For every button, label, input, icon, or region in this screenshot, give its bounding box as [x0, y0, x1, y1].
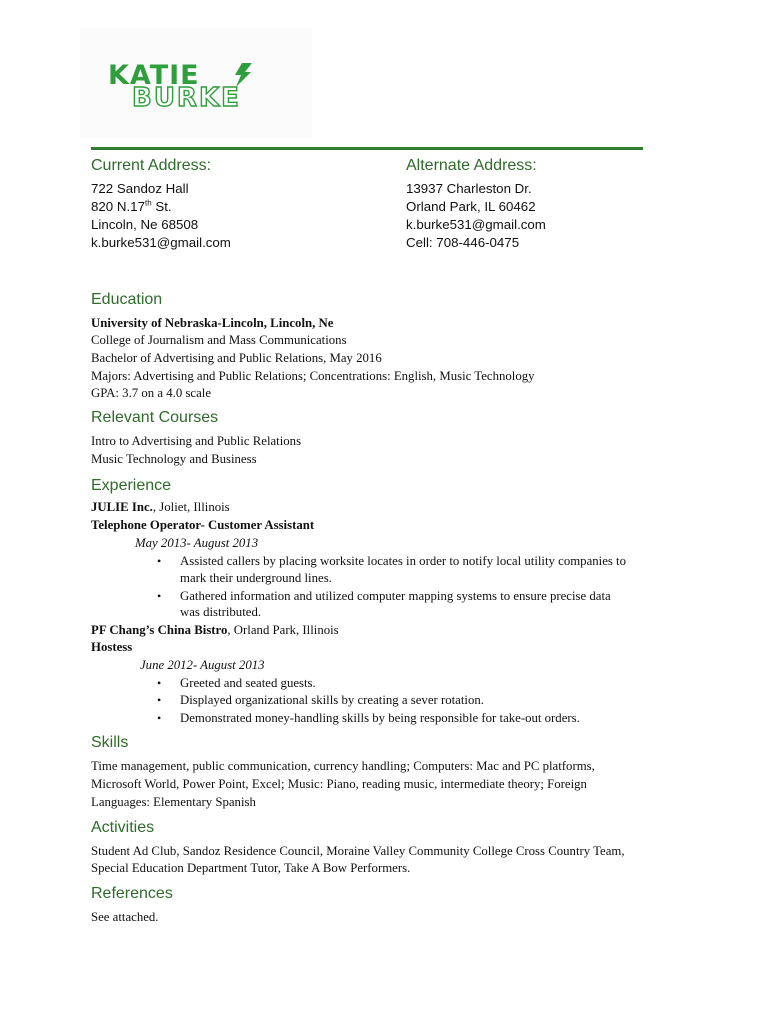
job-employer-line: JULIE Inc., Joliet, Illinois	[91, 500, 230, 514]
references-text: See attached.	[91, 910, 159, 924]
current-address-heading: Current Address:	[91, 157, 212, 174]
job-dates: June 2012- August 2013	[140, 658, 265, 672]
bullet-icon: •	[157, 554, 162, 568]
current-address-line1: 722 Sandoz Hall	[91, 181, 189, 196]
job-bullet-text: Assisted callers by placing worksite locates in order to notify local utility companies to	[180, 554, 627, 568]
education-gpa: GPA: 3.7 on a 4.0 scale	[91, 386, 212, 400]
courses-heading: Relevant Courses	[91, 409, 219, 426]
education-majors: Majors: Advertising and Public Relations; Concentrations: English, Music Technology	[91, 369, 535, 383]
job-title: Telephone Operator- Customer Assistant	[91, 518, 315, 532]
skills-line: Time management, public communication, currency handling; Computers: Mac and PC platforms,	[91, 759, 595, 773]
skills-line: Languages: Elementary Spanish	[91, 795, 256, 809]
header-divider	[91, 147, 643, 150]
skills-line: Microsoft World, Power Point, Excel; Music: Piano, reading music, intermediate theory; Foreign	[91, 777, 587, 791]
logo-first-name: KATIE	[108, 60, 200, 91]
bullet-icon: •	[157, 693, 162, 707]
current-address-email: k.burke531@gmail.com	[91, 235, 231, 250]
logo-area	[80, 28, 312, 138]
bullet-icon: •	[157, 711, 162, 725]
job-bullet-text: Gathered information and utilized computer mapping systems to ensure precise data	[180, 589, 611, 603]
education-degree: Bachelor of Advertising and Public Relations, May 2016	[91, 351, 382, 365]
course-item: Music Technology and Business	[91, 452, 257, 466]
job-employer-line: PF Chang’s China Bistro, Orland Park, Illinois	[91, 623, 339, 637]
job-bullet-text: was distributed.	[180, 605, 262, 619]
job-bullet-text: mark their underground lines.	[180, 571, 332, 585]
alternate-address-heading: Alternate Address:	[406, 157, 537, 174]
job-dates: May 2013- August 2013	[135, 536, 259, 550]
alternate-address-phone: Cell: 708-446-0475	[406, 235, 520, 250]
activities-line: Student Ad Club, Sandoz Residence Council, Moraine Valley Community College Cross Country Team,	[91, 844, 625, 858]
name-logo	[108, 62, 278, 112]
alternate-address-line2: Orland Park, IL 60462	[406, 199, 536, 214]
alternate-address-line1: 13937 Charleston Dr.	[406, 181, 532, 196]
activities-line: Special Education Department Tutor, Take A Bow Performers.	[91, 861, 411, 875]
current-address-line2: 820 N.17th St.	[91, 198, 172, 214]
course-item: Intro to Advertising and Public Relations	[91, 434, 302, 448]
activities-heading: Activities	[91, 819, 155, 836]
bullet-icon: •	[157, 676, 162, 690]
current-address-line3: Lincoln, Ne 68508	[91, 217, 199, 232]
skills-heading: Skills	[91, 734, 129, 751]
logo-last-name: BURKE	[132, 83, 241, 113]
experience-heading: Experience	[91, 477, 172, 494]
education-heading: Education	[91, 291, 163, 308]
job-bullet-text: Displayed organizational skills by creating a sever rotation.	[180, 693, 484, 707]
education-college: College of Journalism and Mass Communications	[91, 333, 347, 347]
job-bullet-text: Greeted and seated guests.	[180, 676, 316, 690]
bullet-icon: •	[157, 589, 162, 603]
job-title: Hostess	[91, 640, 133, 654]
education-school: University of Nebraska-Lincoln, Lincoln, Ne	[91, 316, 334, 330]
references-heading: References	[91, 885, 173, 902]
job-bullet-text: Demonstrated money-handling skills by being responsible for take-out orders.	[180, 711, 580, 725]
alternate-address-email: k.burke531@gmail.com	[406, 217, 546, 232]
